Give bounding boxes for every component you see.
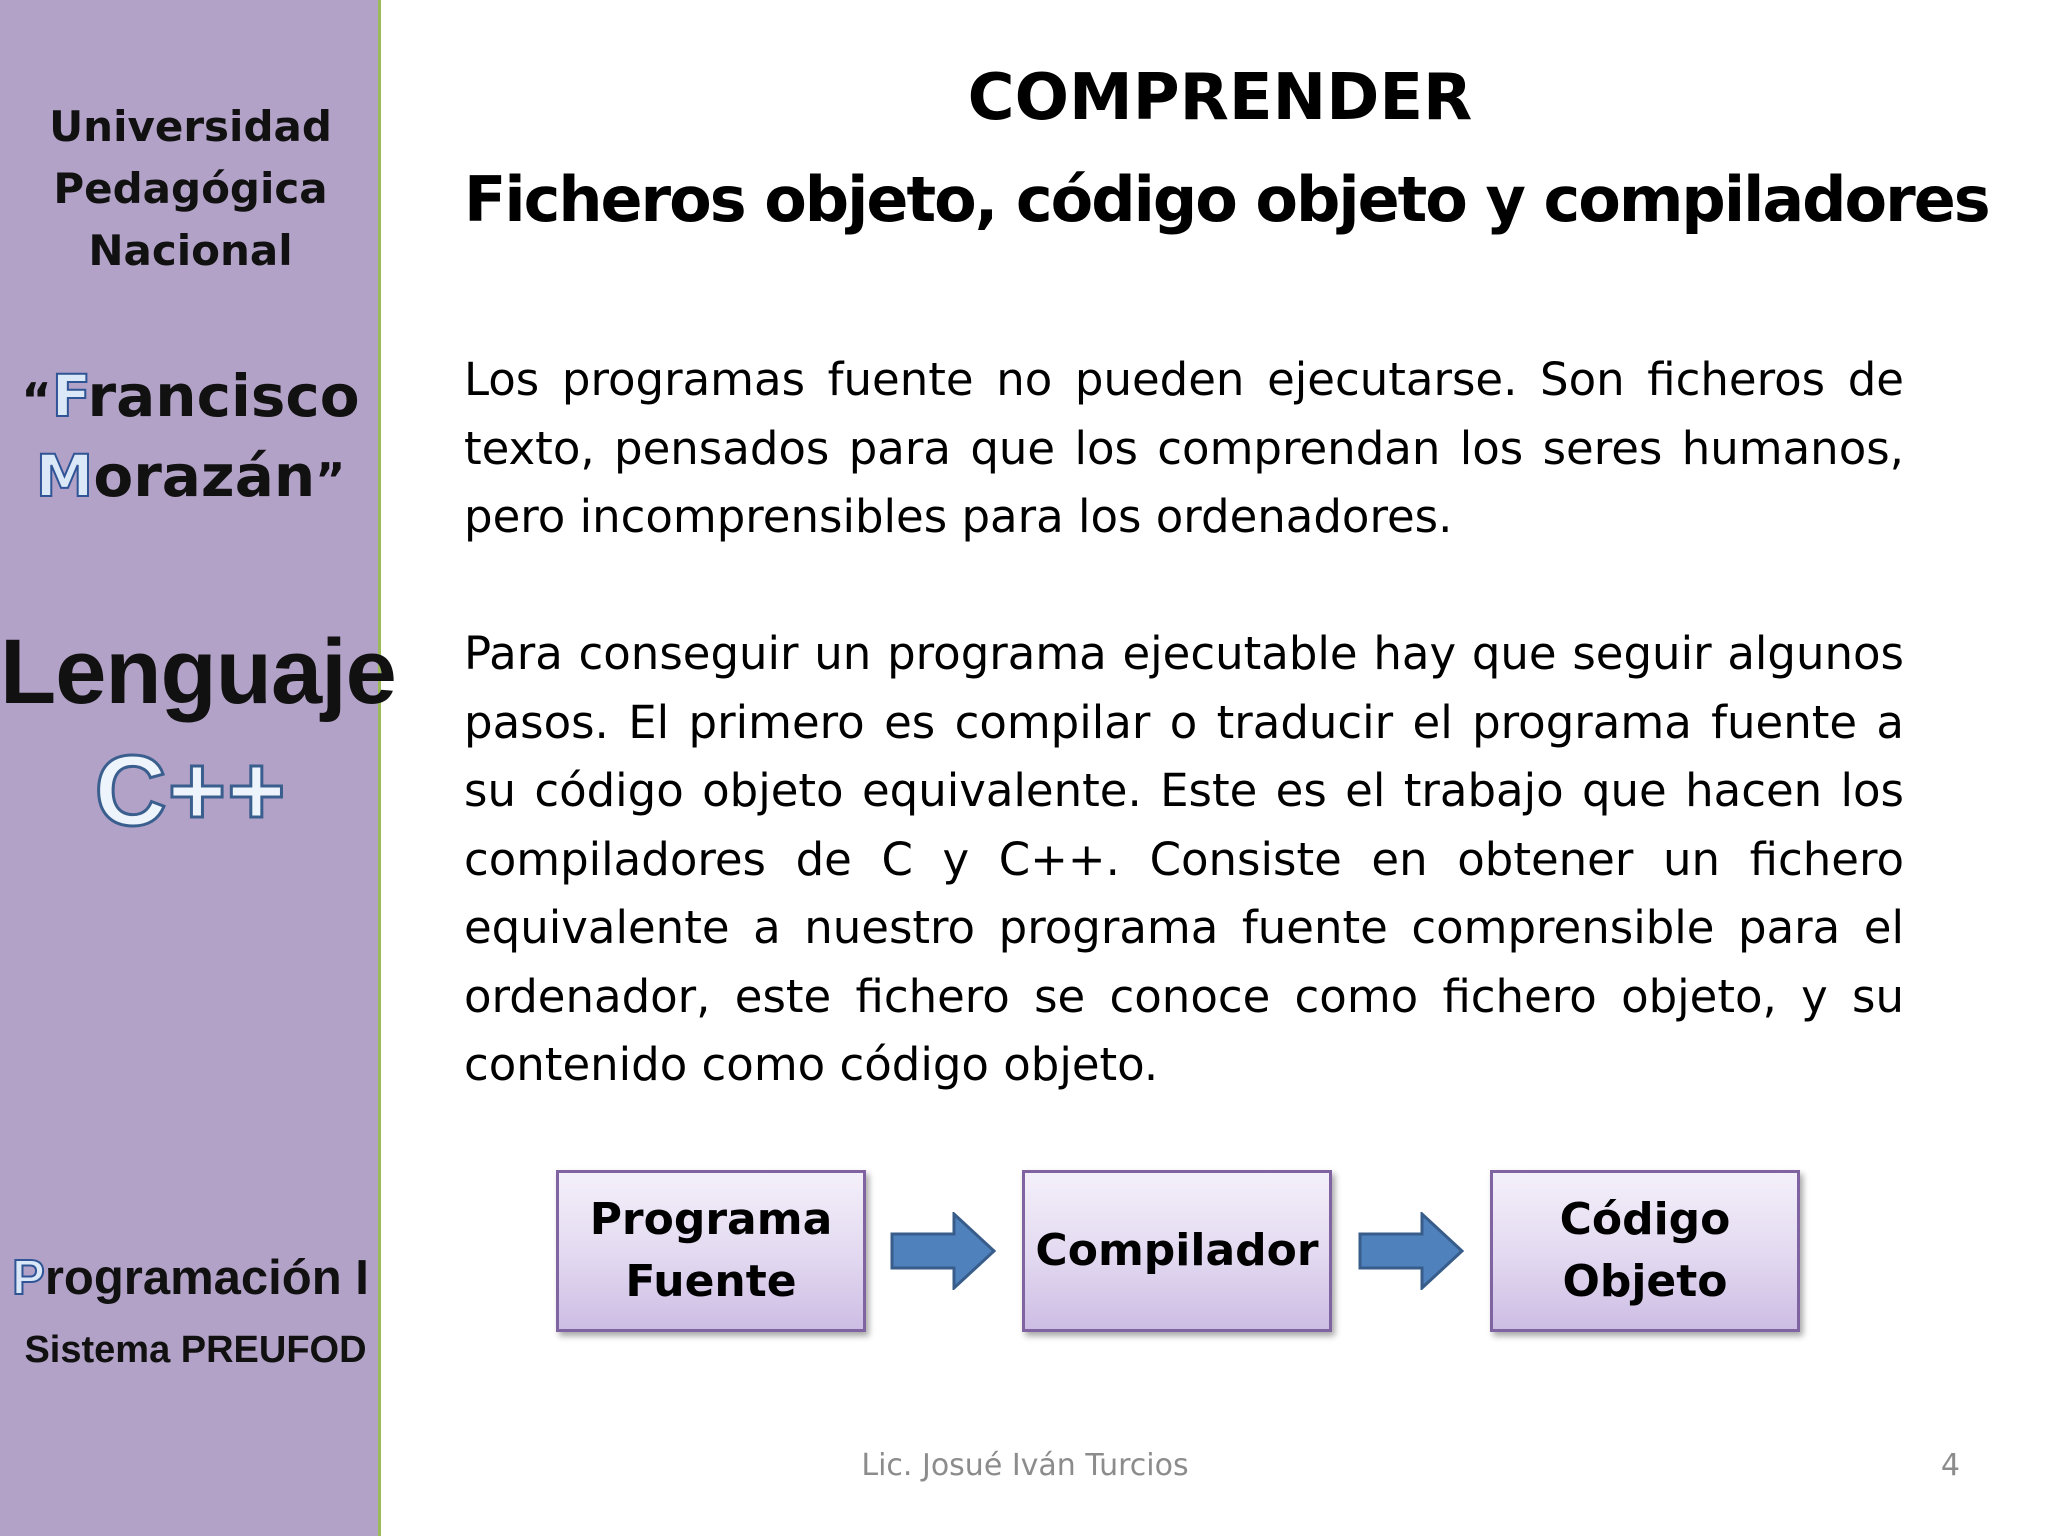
right-arrow-icon xyxy=(890,1212,998,1290)
language-name: C++ xyxy=(94,735,287,847)
morazan-initial: M xyxy=(35,442,94,510)
university-line-1: Universidad xyxy=(49,102,332,151)
morazan-line xyxy=(0,438,381,518)
course-initial: P xyxy=(12,1251,45,1305)
francisco-rest: rancisco xyxy=(87,362,360,430)
right-arrow-icon xyxy=(1358,1212,1466,1290)
page-number: 4 xyxy=(1940,1448,1960,1483)
step-label-line-1: Programa xyxy=(589,1194,833,1245)
francisco-initial: F xyxy=(51,362,88,430)
step-label xyxy=(1035,1220,1318,1282)
francisco-morazan xyxy=(0,358,381,518)
step-label xyxy=(1560,1189,1731,1313)
step-box-source-program xyxy=(556,1170,866,1332)
slide-subtitle: Ficheros objeto, código objeto y compiladores xyxy=(464,163,1989,236)
footer-author: Lic. Josué Iván Turcios xyxy=(861,1448,1189,1483)
step-label-line-2: Objeto xyxy=(1562,1256,1728,1307)
step-label-line-2: Fuente xyxy=(625,1256,797,1307)
course-rest: rogramación I xyxy=(44,1251,369,1305)
university-line-3: Nacional xyxy=(88,226,293,275)
slide-title: COMPRENDER xyxy=(967,61,1473,135)
step-label xyxy=(590,1189,833,1313)
language-label: Lenguaje xyxy=(0,621,396,723)
university-line-2: Pedagógica xyxy=(53,164,328,213)
step-box-compiler xyxy=(1022,1170,1332,1332)
sidebar xyxy=(0,0,396,1536)
open-quote: “ xyxy=(21,373,52,427)
system-name: Sistema PREUFOD xyxy=(24,1329,367,1371)
university-name xyxy=(0,96,381,282)
step-label-line-1: Compilador xyxy=(1035,1225,1319,1276)
step-label-line-1: Código xyxy=(1559,1194,1731,1245)
paragraph-1: Los programas fuente no pueden ejecutarse. Son ficheros de texto, pensados para que los comprendan los seres humanos, pero incomprensibles para los ordenadores. xyxy=(464,353,1904,543)
close-quote: ” xyxy=(315,453,346,507)
step-box-object-code xyxy=(1490,1170,1800,1332)
paragraph-2: Para conseguir un programa ejecutable hay que seguir algunos pasos. El primero es compilar o traducir el programa fuente a su código objeto equivalente. Este es el trabajo que hacen los compiladores de C y C++. Consiste en obtener un fichero equivalente a nuestro programa fuente comprensible para el ordenador, este fichero se conoce como fichero objeto, y su contenido como código objeto. xyxy=(464,627,1904,1091)
francisco-line xyxy=(0,358,381,438)
morazan-rest: orazán xyxy=(93,442,316,510)
course-name xyxy=(0,1248,381,1308)
